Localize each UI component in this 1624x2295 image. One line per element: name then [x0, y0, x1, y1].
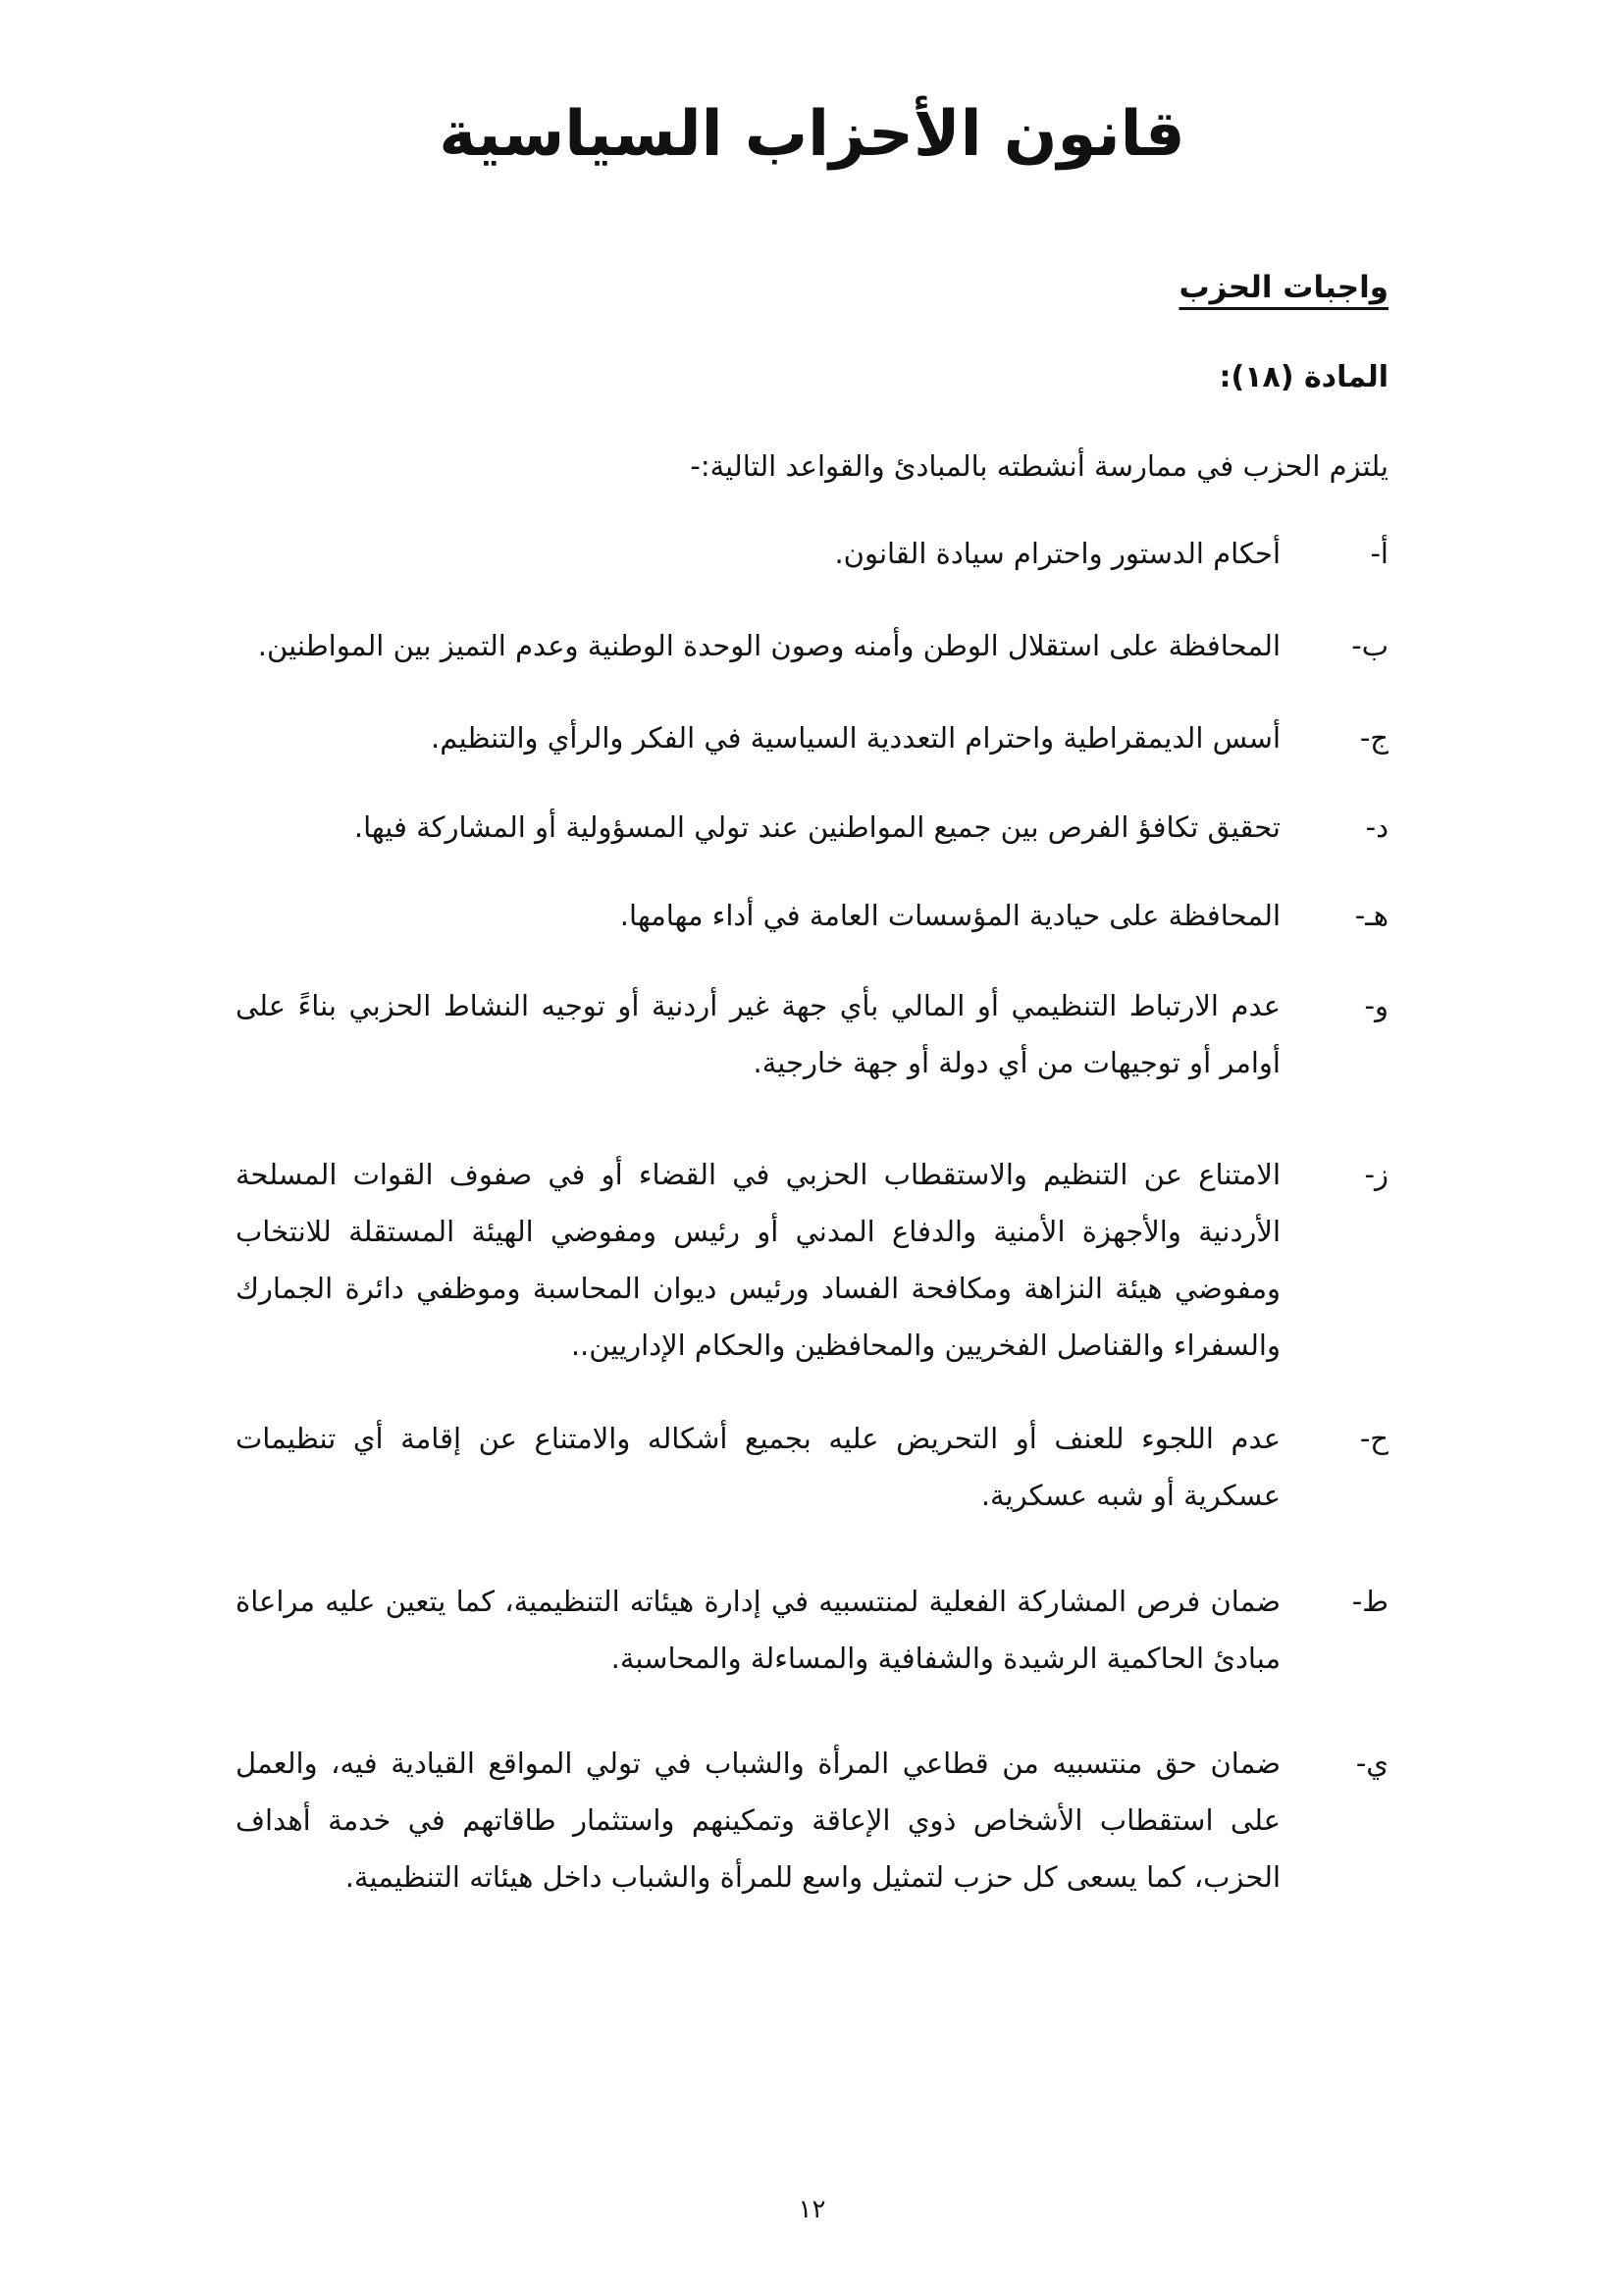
list-item-text: عدم اللجوء للعنف أو التحريض عليه بجميع أشكاله والامتناع عن إقامة أي تنظيمات عسكرية أو شبه عسكرية.: [236, 1422, 1281, 1512]
list-item: [236, 1410, 1388, 1524]
list-item: [236, 709, 1388, 766]
list-item-text: المحافظة على استقلال الوطن وأمنه وصون الوحدة الوطنية وعدم التميز بين المواطنين.: [257, 629, 1281, 662]
list-item-letter: أ-: [1370, 537, 1388, 570]
list-item: [236, 799, 1388, 856]
page-number: ١٢: [798, 2195, 826, 2224]
list-item-letter: ي-: [1355, 1747, 1388, 1780]
list-item-text: المحافظة على حيادية المؤسسات العامة في أداء مهامها.: [619, 899, 1281, 932]
list-item-letter: ب-: [1351, 629, 1388, 662]
list-item-text: تحقيق تكافؤ الفرص بين جميع المواطنين عند تولي المسؤولية أو المشاركة فيها.: [353, 810, 1281, 844]
list-item: [236, 1146, 1388, 1374]
list-item: [236, 617, 1388, 674]
list-item-text: أسس الديمقراطية واحترام التعددية السياسية في الفكر والرأي والتنظيم.: [431, 721, 1281, 755]
document-title: قانون الأحزاب السياسية: [439, 98, 1185, 171]
list-item: [236, 525, 1388, 582]
list-item-text: أحكام الدستور واحترام سيادة القانون.: [834, 537, 1281, 570]
section-heading: واجبات الحزب: [1179, 270, 1388, 305]
list-item-text: الامتناع عن التنظيم والاستقطاب الحزبي في القضاء أو في صفوف القوات المسلحة الأردنية والأجهزة الأمنية والدفاع المدني أو رئيس ومفوضي الهيئة المستقلة للانتخاب ومفوضي هيئة النزاهة ومكافحة الفساد ورئيس ديوان المحاسبة وموظفي دائرة الجمارك والسفراء والقناصل الفخريين والمحافظين والحكام الإداريين..: [236, 1158, 1281, 1362]
list-item-text: ضمان فرص المشاركة الفعلية لمنتسبيه في إدارة هيئاته التنظيمية، كما يتعين عليه مراعاة مبادئ الحاكمية الرشيدة والشفافية والمساءلة والمحاسبة.: [236, 1585, 1281, 1675]
list-item-letter: ط-: [1351, 1585, 1388, 1618]
list-item-text: عدم الارتباط التنظيمي أو المالي بأي جهة غير أردنية أو توجيه النشاط الحزبي بناءً على أوامر أو توجيهات من أي دولة أو جهة خارجية.: [236, 989, 1281, 1079]
list-item: [236, 1735, 1388, 1905]
list-item: [236, 1573, 1388, 1687]
list-item-letter: ح-: [1359, 1422, 1388, 1455]
list-item-letter: و-: [1364, 989, 1388, 1022]
list-item-letter: ز-: [1364, 1158, 1388, 1191]
list-item-letter: ج-: [1359, 721, 1388, 755]
list-item-text: ضمان حق منتسبيه من قطاعي المرأة والشباب في تولي المواقع القيادية فيه، والعمل على استقطاب الأشخاص ذوي الإعاقة وتمكينهم واستثمار طاقاتهم في خدمة أهداف الحزب، كما يسعى كل حزب لتمثيل واسع للمرأة والشباب داخل هيئاته التنظيمية.: [236, 1747, 1281, 1894]
list-item-letter: هـ-: [1354, 899, 1388, 932]
article-intro: يلتزم الحزب في ممارسة أنشطته بالمبادئ والقواعد التالية:-: [690, 449, 1388, 483]
list-item-letter: د-: [1365, 810, 1388, 844]
article-heading: المادة (١٨):: [1219, 360, 1388, 394]
list-item: [236, 887, 1388, 944]
list-item: [236, 977, 1388, 1091]
